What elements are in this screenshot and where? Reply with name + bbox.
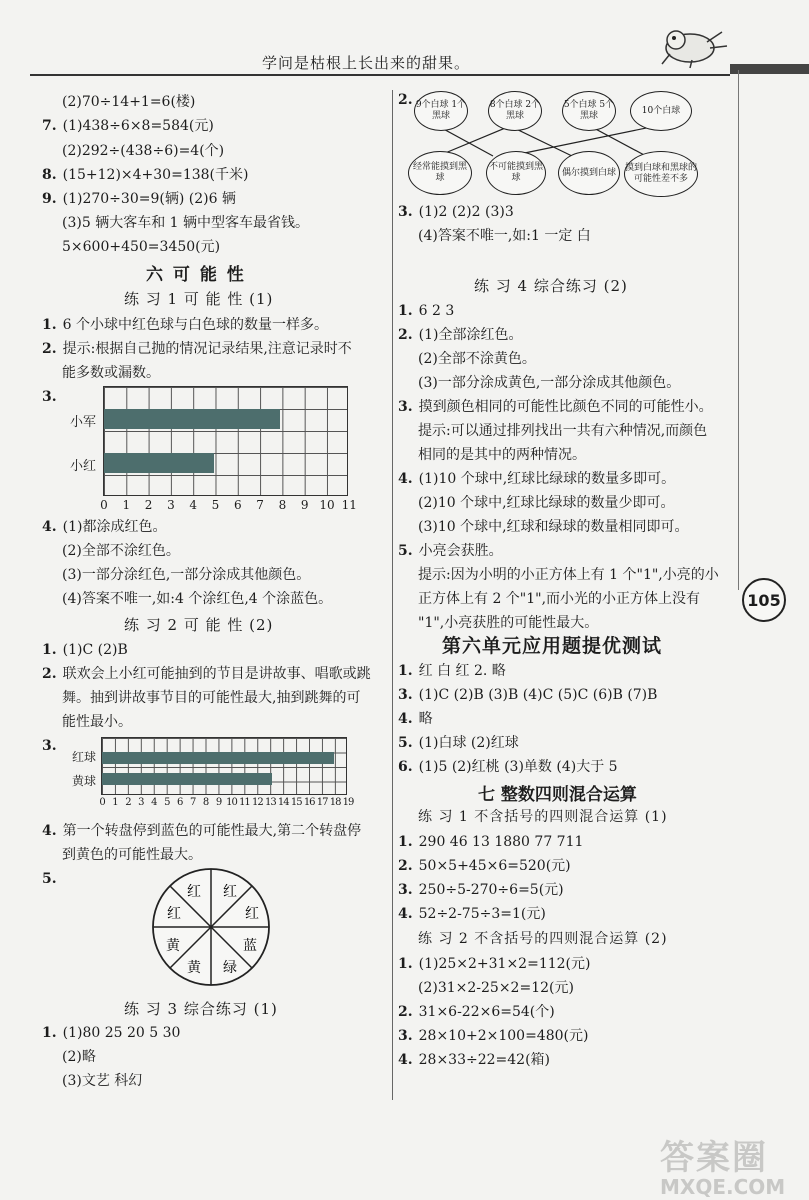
chart1-tick-label: 8 [278, 498, 287, 512]
answer-line: (3)一部分涂成黄色,一部分涂成其他颜色。 [418, 375, 681, 391]
answer-line: 3. (1)C (2)B (3)B (4)C (5)C (6)B (7)B [398, 687, 658, 703]
chart2-tick-label: 8 [202, 797, 209, 808]
answer-line: 2. 联欢会上小红可能抽到的节目是讲故事、唱歌或跳 [42, 666, 371, 682]
answer-line: 1. (1)80 25 20 5 30 [42, 1025, 181, 1041]
chart1-tick-label: 7 [256, 498, 264, 512]
wheel-sector-label: 红 [223, 884, 237, 900]
answer-line: (3)10 个球中,红球和绿球的数量相同即可。 [418, 519, 689, 535]
chart2-tick-label: 18 [329, 797, 341, 808]
chart1-tick-label: 11 [341, 498, 357, 512]
answer-line: 正方体上有 2 个"1",而小光的小正方体上没有 [418, 591, 701, 607]
answer-line: 1. (1)25×2+31×2=112(元) [398, 956, 591, 972]
right-margin-line [738, 70, 739, 590]
chart2-tick-label: 17 [316, 797, 328, 808]
answer-line: 1. 290 46 13 1880 77 711 [398, 834, 584, 850]
bubble-bottom: 不可能摸到黑球 [486, 151, 546, 195]
chart1-tick-label: 4 [189, 498, 197, 512]
answer-line: 4. 28×33÷22=42(箱) [398, 1052, 550, 1068]
unit7-exercise1-title: 练 习 1 不含括号的四则混合运算 (1) [418, 809, 668, 825]
answer-line: 5. (1)白球 (2)红球 [398, 735, 519, 751]
answer-line: (3)文艺 科幻 [62, 1073, 143, 1089]
answer-line: 能多数或漏数。 [62, 365, 160, 381]
question-number: 5. [42, 871, 57, 887]
spinner-wheel [150, 866, 272, 988]
exercise1-title: 练 习 1 可 能 性 (1) [124, 290, 274, 308]
answer-line: 3. 摸到颜色相同的可能性比颜色不同的可能性小。 [398, 399, 713, 415]
wheel-sector-label: 红 [187, 884, 201, 900]
answer-line: 4. 略 [398, 711, 433, 727]
cartoon-mascot-icon [652, 18, 732, 70]
bubble-bottom: 偶尔摸到白球 [558, 151, 620, 195]
answer-line: 能性最小。 [62, 714, 132, 730]
bubble-bottom: 摸到白球和黑球的可能性差不多 [624, 151, 698, 197]
answer-line: 4. 第一个转盘停到蓝色的可能性最大,第二个转盘停 [42, 823, 362, 839]
header-rule-dark [730, 64, 809, 74]
answer-line: 2. 31×6-22×6=54(个) [398, 1004, 555, 1020]
answer-line: 1. (1)C (2)B [42, 642, 128, 658]
chart2-tick-label: 13 [264, 797, 276, 808]
unit7-title: 七 整数四则混合运算 [478, 785, 637, 805]
exercise3-title: 练 习 3 综合练习 (1) [124, 1000, 278, 1018]
answer-line: (3)一部分涂红色,一部分涂成其他颜色。 [62, 567, 311, 583]
answer-line: 1. 红 白 红 2. 略 [398, 663, 506, 679]
chart2-tick-label: 3 [138, 797, 144, 808]
chart2-bar-row0 [102, 752, 334, 764]
question-number: 3. [42, 738, 57, 754]
chart2-tick-label: 14 [277, 797, 289, 808]
question-number: 2. [398, 92, 413, 108]
answer-line: (2)31×2-25×2=12(元) [418, 980, 574, 996]
chart1-bar-row0 [104, 409, 280, 429]
chart2-tick-label: 11 [239, 797, 250, 808]
chart2-bar-row1 [102, 773, 272, 785]
bubble-bottom: 经常能摸到黑球 [408, 151, 472, 195]
answer-line: 3. (1)2 (2)2 (3)3 [398, 204, 514, 220]
answer-line: 4. 52÷2-75÷3=1(元) [398, 906, 546, 922]
wheel-sector-label: 红 [167, 906, 181, 922]
answer-line: (3)5 辆大客车和 1 辆中型客车最省钱。 [62, 215, 309, 231]
chart2-tick-label: 1 [112, 797, 118, 808]
answer-line: 6. (1)5 (2)红桃 (3)单数 (4)大于 5 [398, 759, 618, 775]
wheel-sector-label: 黄 [187, 960, 201, 976]
answer-line: 5. 小亮会获胜。 [398, 543, 503, 559]
answer-line: 提示:因为小明的小正方体上有 1 个"1",小亮的小 [418, 567, 719, 583]
answer-line: 1. 6 2 3 [398, 303, 455, 319]
chart2-tick-label: 16 [303, 797, 315, 808]
unit6-title: 六 可 能 性 [146, 265, 246, 285]
chart2-tick-label: 0 [99, 797, 105, 808]
chart2-label-row1: 黄球 [72, 774, 97, 788]
answer-line: 3. 250÷5-270÷6=5(元) [398, 882, 564, 898]
answer-line: (2)70÷14+1=6(楼) [62, 94, 196, 110]
answer-line: 提示:可以通过排列找出一共有六种情况,而颜色 [418, 423, 708, 439]
header-motto: 学问是枯根上长出来的甜果。 [262, 54, 471, 72]
answer-line: 5×600+450=3450(元) [62, 239, 221, 255]
answer-line: 舞。抽到讲故事节目的可能性最大,抽到跳舞的可 [62, 690, 361, 706]
chart1-tick-label: 5 [211, 498, 220, 512]
bubble-top: 10个白球 [630, 91, 692, 131]
chart1-label-row1: 小红 [70, 459, 97, 474]
chart1-tick-label: 1 [122, 498, 131, 512]
chart2-grid [101, 737, 347, 795]
answer-line: 8. (15+12)×4+30=138(千米) [42, 167, 249, 183]
answer-line: (2)全部不涂红色。 [62, 543, 180, 559]
chart1-tick-label: 9 [300, 498, 309, 512]
answer-line: (2)略 [62, 1049, 96, 1065]
answer-line: "1",小亮获胜的可能性最大。 [418, 615, 599, 631]
column-divider [392, 90, 393, 1100]
wheel-sector-label: 绿 [223, 960, 237, 976]
chart2-tick-label: 6 [177, 797, 183, 808]
question-number: 3. [42, 389, 57, 405]
answer-line: 2. 50×5+45×6=520(元) [398, 858, 571, 874]
chart1-grid [103, 386, 348, 496]
answer-line: 2. 提示:根据自己抛的情况记录结果,注意记录时不 [42, 341, 352, 357]
answer-line: 9. (1)270÷30=9(辆) (2)6 辆 [42, 191, 236, 207]
answer-line: 7. (1)438÷6×8=584(元) [42, 118, 214, 134]
page-number: 105 [747, 590, 781, 610]
chart2-tick-label: 5 [164, 797, 170, 808]
answer-line: 2. (1)全部涂红色。 [398, 327, 523, 343]
bubble-top: 9个白球 1个黑球 [414, 91, 468, 131]
page-number-badge [742, 578, 786, 622]
answer-line: 4. (1)10 个球中,红球比绿球的数量多即可。 [398, 471, 676, 487]
answer-line: (2)10 个球中,红球比绿球的数量少即可。 [418, 495, 675, 511]
answer-line: (4)答案不唯一,如:4 个涂红色,4 个涂蓝色。 [62, 591, 333, 607]
answer-line: 相同的是其中的两种情况。 [418, 447, 586, 463]
chart1-tick-label: 0 [100, 498, 108, 512]
answer-line: (4)答案不唯一,如:1 一定 白 [418, 228, 591, 244]
chart1-label-row0: 小军 [70, 415, 97, 430]
exercise2-title: 练 习 2 可 能 性 (2) [124, 616, 274, 634]
answer-line: 4. (1)都涂成红色。 [42, 519, 167, 535]
wheel-sector-label: 蓝 [243, 938, 257, 954]
chart1-bar-row1 [104, 453, 214, 473]
answer-line: (2)292÷(438÷6)=4(个) [62, 143, 225, 159]
watermark-text: 答案圈 [660, 1138, 768, 1178]
answer-line: (2)全部不涂黄色。 [418, 351, 536, 367]
watermark-site: MXQE.COM [660, 1175, 786, 1199]
chart2-tick-label: 4 [151, 797, 157, 808]
watermark-logo [660, 1130, 785, 1199]
bubble-top: 5个白球 5个黑球 [562, 91, 616, 131]
chart1-tick-label: 6 [233, 498, 242, 512]
header-rule [30, 74, 730, 76]
chart2-tick-label: 2 [125, 797, 131, 808]
wheel-sector-label: 黄 [166, 938, 180, 954]
wheel-sector-label: 红 [245, 906, 259, 922]
exercise4-title: 练 习 4 综合练习 (2) [474, 277, 628, 295]
chart2-tick-label: 19 [342, 797, 354, 808]
chart2-tick-label: 15 [290, 797, 302, 808]
chart2-tick-label: 12 [252, 797, 263, 808]
chart2-tick-label: 10 [226, 797, 237, 808]
chart2-tick-label: 7 [189, 797, 196, 808]
chart1-tick-label: 10 [319, 498, 335, 512]
answer-line: 到黄色的可能性最大。 [62, 847, 202, 863]
chart2-tick-label: 9 [215, 797, 222, 808]
chart2-label-row0: 红球 [72, 750, 97, 764]
unit6-test-title: 第六单元应用题提优测试 [442, 635, 663, 657]
chart1-tick-label: 3 [167, 498, 175, 512]
unit7-exercise2-title: 练 习 2 不含括号的四则混合运算 (2) [418, 931, 668, 947]
answer-line: 1. 6 个小球中红色球与白色球的数量一样多。 [42, 317, 328, 333]
answer-line: 3. 28×10+2×100=480(元) [398, 1028, 589, 1044]
bubble-top: 8个白球 2个黑球 [488, 91, 542, 131]
chart1-tick-label: 2 [144, 498, 153, 512]
